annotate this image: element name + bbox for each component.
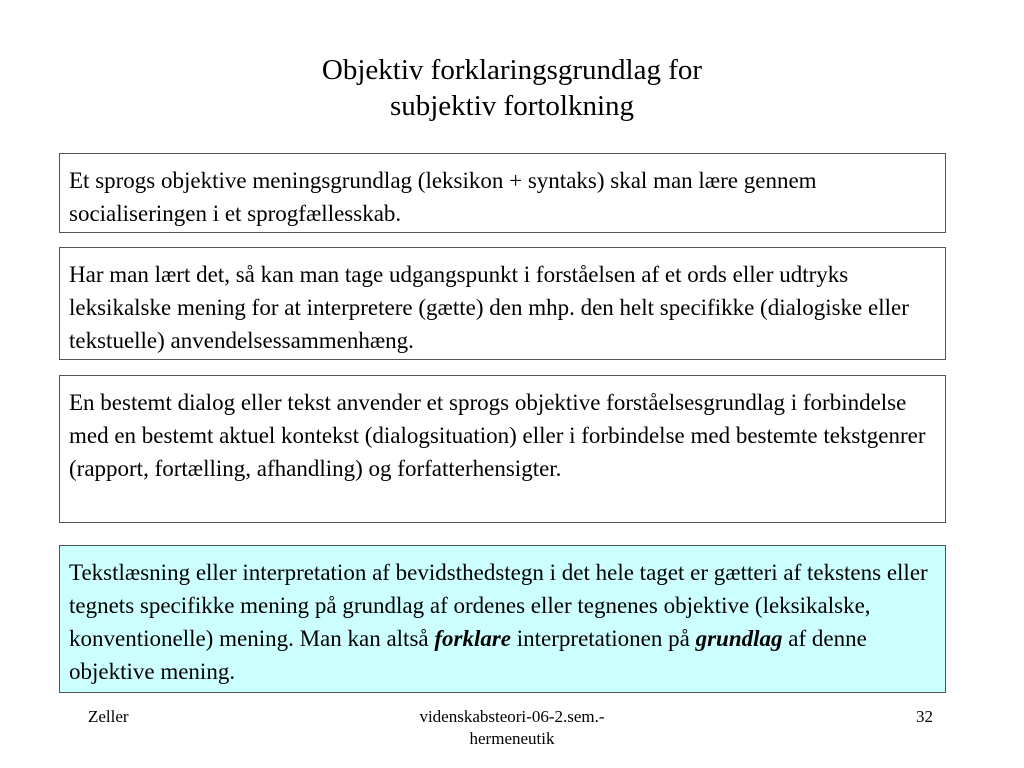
footer-author: Zeller	[88, 707, 129, 726]
page-number: 32	[916, 707, 933, 726]
slide-title	[0, 52, 1024, 124]
text-box-3	[59, 375, 946, 523]
text-box-1-content: Et sprogs objektive meningsgrundlag (leksikon + syntaks) skal man lære gennem socialiseringen i et sprogfællesskab.	[69, 168, 817, 226]
slide-title-line-2: subjektiv fortolkning	[389, 90, 635, 122]
highlighted-text-box	[59, 545, 946, 693]
text-box-3-content: En bestemt dialog eller tekst anvender et sprogs objektive forståelsesgrundlag i forbindelse med en bestemt aktuel kontekst (dialogsituation) eller i forbindelse med bestemte tekstgenrer (rapport, fortælling, afhandling) og forfatterhensigter.	[69, 390, 926, 481]
footer-course-line-2: hermeneutik	[469, 729, 555, 748]
emphasis-grundlag: grundlag	[695, 626, 783, 651]
highlighted-text-part-2: interpretationen på	[511, 626, 696, 651]
text-box-1	[59, 153, 946, 233]
text-box-2	[59, 247, 946, 360]
slide-title-line-1: Objektiv forklaringsgrundlag for	[321, 54, 703, 86]
footer-course	[362, 706, 662, 750]
highlighted-text-part-1: Tekstlæsning eller interpretation af bevidsthedstegn i det hele taget er gætteri af tekstens eller tegnets specifikke mening på grundlag af ordenes eller tegnenes objektive (leksikalske, konventionelle) mening. Man kan altså	[69, 560, 928, 651]
text-box-2-content: Har man lært det, så kan man tage udgangspunkt i forståelsen af et ords eller udtryks leksikalske mening for at interpretere (gætte) den mhp. den helt specifikke (dialogiske eller tekstuelle) anvendelsessammenhæng.	[69, 262, 909, 353]
footer-course-line-1: videnskabsteori-06-2.sem.-	[419, 707, 605, 726]
highlighted-text-part-3: af denne objektive mening.	[69, 626, 867, 684]
emphasis-forklare: forklare	[434, 626, 512, 651]
